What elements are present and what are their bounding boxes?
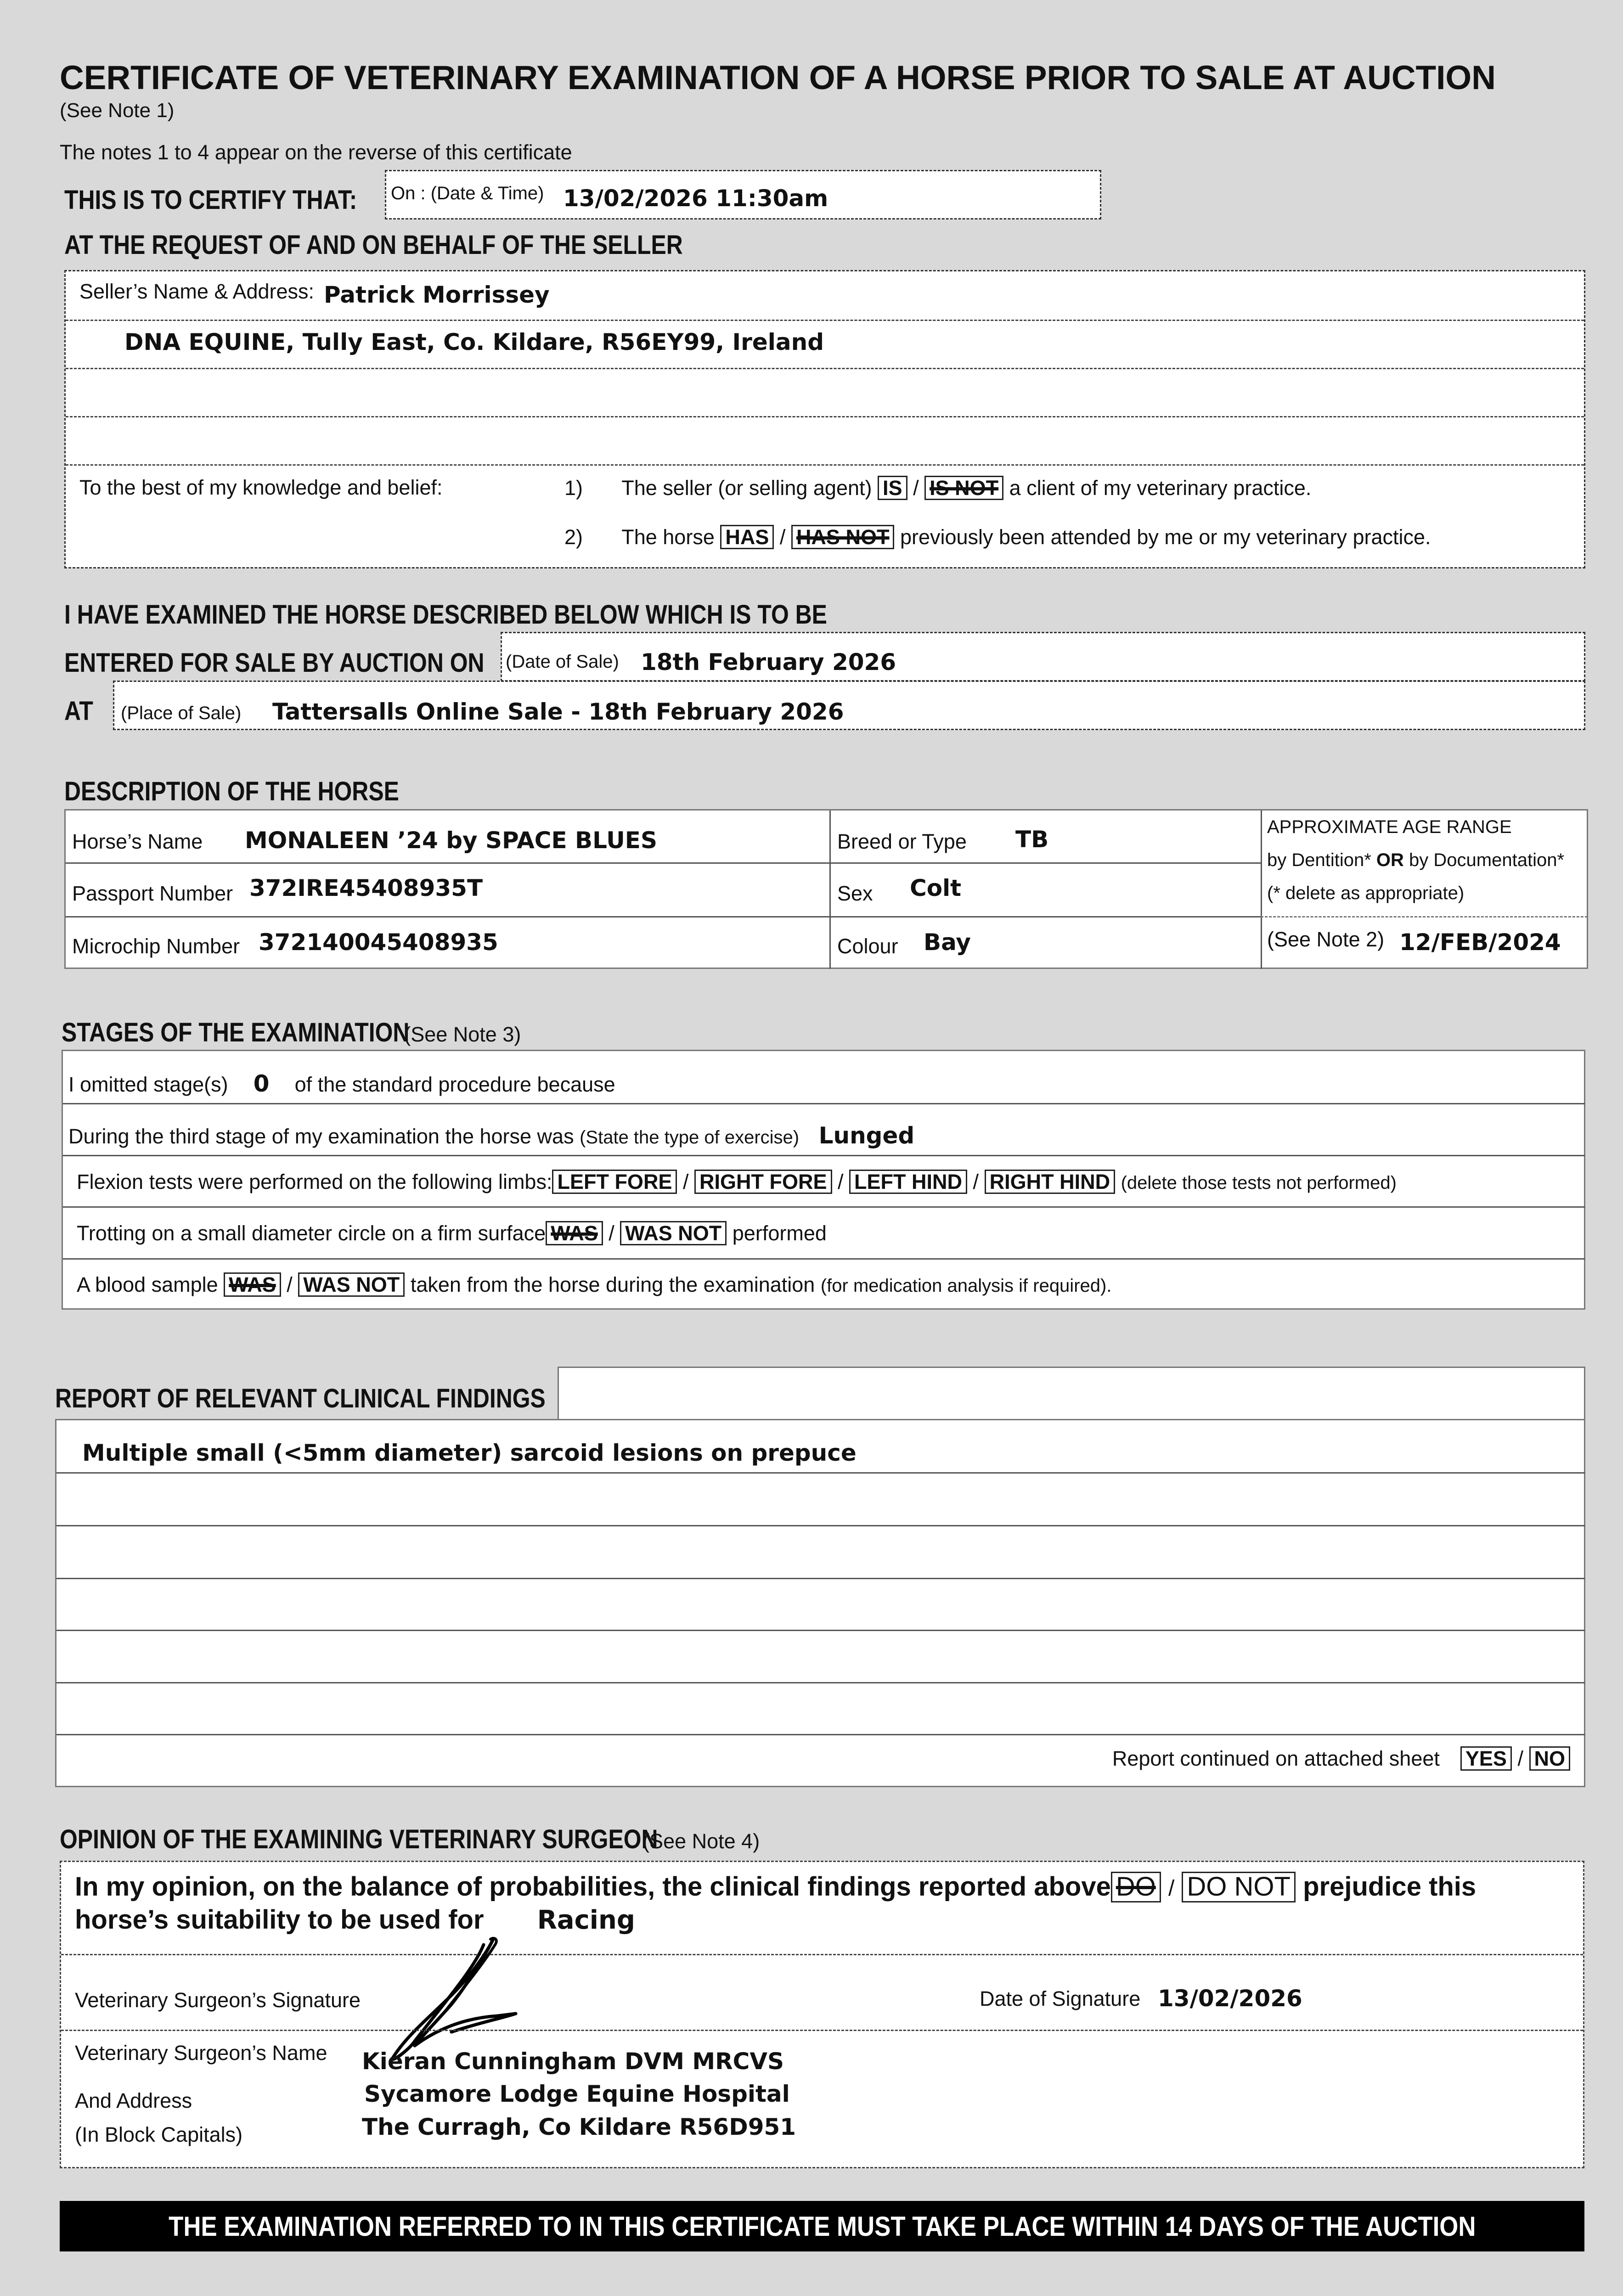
notes-line: The notes 1 to 4 appear on the reverse of this certificate	[60, 141, 572, 164]
item1-number: 1)	[564, 476, 583, 500]
flexion-note: (delete those tests not performed)	[1121, 1173, 1397, 1193]
microchip-value[interactable]: 372140045408935	[259, 929, 498, 956]
opinion-do-option[interactable]: DO	[1111, 1872, 1161, 1902]
breed-label: Breed or Type	[837, 830, 967, 853]
third-stage-pre: During the third stage of my examination the horse was	[68, 1125, 574, 1148]
third-stage-note: (State the type of exercise)	[580, 1127, 800, 1148]
vet-address-line1[interactable]: Sycamore Lodge Equine Hospital	[364, 2081, 790, 2107]
item2-post: previously been attended by me or my veterinary practice.	[900, 525, 1431, 549]
attended-has-option[interactable]: HAS	[720, 525, 774, 549]
date-of-sale-label: (Date of Sale)	[506, 652, 619, 672]
age-see-note: (See Note 2)	[1267, 928, 1385, 951]
place-of-sale-label: (Place of Sale)	[121, 703, 242, 723]
flexion-sep-1: /	[682, 1170, 689, 1193]
continued-yes-option[interactable]: YES	[1460, 1746, 1512, 1771]
omitted-pre: I omitted stage(s)	[68, 1073, 228, 1096]
flexion-left-fore-option[interactable]: LEFT FORE	[552, 1170, 677, 1194]
horse-name-value[interactable]: MONALEEN ’24 by SPACE BLUES	[245, 827, 657, 854]
colour-value[interactable]: Bay	[924, 929, 971, 956]
breed-value[interactable]: TB	[1015, 826, 1049, 853]
passport-label: Passport Number	[72, 882, 233, 905]
blood-pre: A blood sample	[77, 1273, 218, 1296]
vet-name-label: Veterinary Surgeon’s Name	[75, 2041, 327, 2065]
opinion-box	[60, 1861, 1584, 2168]
horse-table	[64, 809, 1588, 969]
client-is-option[interactable]: IS	[878, 476, 907, 500]
date-time-box[interactable]	[385, 170, 1101, 219]
flexion-pre: Flexion tests were performed on the following limbs:	[77, 1170, 552, 1193]
blood-note: (for medication analysis if required).	[820, 1276, 1112, 1296]
seller-name-label: Seller’s Name & Address:	[79, 280, 315, 303]
item2-text: The horse	[621, 525, 715, 549]
trot-sep: /	[609, 1221, 614, 1245]
age-value[interactable]: 12/FEB/2024	[1399, 929, 1561, 956]
omitted-value[interactable]: 0	[253, 1070, 270, 1097]
trot-was-not-option[interactable]: WAS NOT	[620, 1221, 727, 1245]
trot-post: performed	[732, 1221, 827, 1245]
report-title-box	[558, 1367, 1585, 1420]
trot-was-option[interactable]: WAS	[546, 1221, 603, 1245]
footer-banner-text: THE EXAMINATION REFERRED TO IN THIS CERTIFICATE MUST TAKE PLACE WITHIN 14 DAYS OF THE AUCTION	[168, 2211, 1476, 2242]
continued-no-option[interactable]: NO	[1529, 1746, 1571, 1771]
age-title: APPROXIMATE AGE RANGE	[1267, 817, 1512, 837]
vet-name-value[interactable]: Kieran Cunningham DVM MRCVS	[362, 2048, 784, 2075]
opinion-text-post: prejudice this	[1303, 1872, 1476, 1902]
belief-item-1	[564, 476, 1311, 500]
passport-value[interactable]: 372IRE45408935T	[249, 875, 483, 901]
item1-post: a client of my veterinary practice.	[1009, 476, 1312, 500]
attended-has-not-option[interactable]: HAS NOT	[791, 525, 895, 549]
report-line-1[interactable]: Multiple small (<5mm diameter) sarcoid lesions on prepuce	[82, 1440, 857, 1466]
stages-title-note: (See Note 3)	[404, 1023, 521, 1046]
report-continued-label: Report continued on attached sheet	[1112, 1747, 1440, 1770]
horse-section-title: DESCRIPTION OF THE HORSE	[64, 777, 399, 806]
trot-pre: Trotting on a small diameter circle on a firm surface	[77, 1221, 546, 1245]
opinion-statement	[75, 1871, 1476, 1902]
blood-row	[77, 1272, 1111, 1297]
seller-address-line1[interactable]: DNA EQUINE, Tully East, Co. Kildare, R56EY99, Ireland	[124, 329, 824, 355]
trot-row	[77, 1221, 827, 1245]
opinion-text-pre: In my opinion, on the balance of probabilities, the clinical findings reported above	[75, 1872, 1111, 1902]
flexion-left-hind-option[interactable]: LEFT HIND	[849, 1170, 967, 1194]
belief-label: To the best of my knowledge and belief:	[79, 476, 443, 499]
vet-address-label: And Address	[75, 2089, 192, 2112]
report-title: REPORT OF RELEVANT CLINICAL FINDINGS	[55, 1384, 546, 1413]
age-by-documentation[interactable]: by Documentation*	[1409, 850, 1565, 870]
seller-name[interactable]: Patrick Morrissey	[324, 281, 550, 308]
opinion-do-not-option[interactable]: DO NOT	[1182, 1872, 1296, 1902]
footer-banner	[60, 2201, 1584, 2251]
belief-item-2	[564, 525, 1431, 549]
on-date-value: 13/02/2026 11:30am	[563, 185, 828, 212]
opinion-title-note: (See Note 4)	[642, 1829, 760, 1853]
flexion-row	[77, 1170, 1397, 1194]
age-by-dentition[interactable]: by Dentition*	[1267, 850, 1371, 870]
blood-post: taken from the horse during the examination	[410, 1273, 815, 1296]
certify-label: THIS IS TO CERTIFY THAT:	[64, 185, 357, 215]
omitted-row	[68, 1070, 615, 1097]
opinion-use-value[interactable]: Racing	[537, 1905, 635, 1935]
date-of-signature-value[interactable]: 13/02/2026	[1158, 1985, 1302, 2012]
client-is-not-option[interactable]: IS NOT	[924, 476, 1003, 500]
flexion-sep-2: /	[838, 1170, 844, 1193]
report-lines-box	[55, 1419, 1585, 1787]
flexion-sep-3: /	[973, 1170, 979, 1193]
microchip-label: Microchip Number	[72, 934, 240, 958]
sex-label: Sex	[837, 882, 873, 905]
omitted-post: of the standard procedure because	[294, 1073, 615, 1096]
see-note-1: (See Note 1)	[60, 99, 175, 122]
date-of-sale-value: 18th February 2026	[641, 649, 896, 675]
report-continued	[1112, 1746, 1570, 1771]
colour-label: Colour	[837, 934, 898, 958]
opinion-heading	[60, 1824, 760, 1855]
certificate-title: CERTIFICATE OF VETERINARY EXAMINATION OF A HORSE PRIOR TO SALE AT AUCTION	[60, 59, 1496, 96]
opinion-sep: /	[1168, 1876, 1175, 1901]
signature-label: Veterinary Surgeon’s Signature	[75, 1988, 361, 2012]
entered-label: ENTERED FOR SALE BY AUCTION ON	[64, 648, 485, 678]
third-stage-value[interactable]: Lunged	[818, 1122, 915, 1149]
seller-box	[64, 270, 1585, 568]
third-stage-row	[68, 1122, 914, 1149]
examined-line: I HAVE EXAMINED THE HORSE DESCRIBED BELOW WHICH IS TO BE	[64, 600, 827, 630]
continued-sep: /	[1517, 1747, 1523, 1770]
signature-image[interactable]	[378, 1926, 580, 2064]
opinion-suitability: horse’s suitability to be used for	[75, 1905, 484, 1935]
age-delete-note: (* delete as appropriate)	[1267, 883, 1465, 903]
opinion-title: OPINION OF THE EXAMINING VETERINARY SURGEON	[60, 1824, 658, 1854]
age-or: OR	[1376, 850, 1404, 870]
stages-title: STAGES OF THE EXAMINATION	[62, 1018, 410, 1047]
flexion-right-hind-option[interactable]: RIGHT HIND	[985, 1170, 1116, 1194]
item2-separator: /	[779, 525, 786, 549]
at-label: AT	[64, 696, 93, 726]
on-date-label: On : (Date & Time)	[391, 183, 544, 203]
stages-heading	[62, 1017, 521, 1048]
blood-was-not-option[interactable]: WAS NOT	[298, 1272, 405, 1297]
blood-was-option[interactable]: WAS	[224, 1272, 281, 1297]
item2-number: 2)	[564, 525, 583, 549]
blood-sep: /	[287, 1273, 293, 1296]
place-of-sale-box[interactable]	[113, 681, 1585, 730]
sex-value[interactable]: Colt	[910, 875, 962, 901]
horse-name-label: Horse’s Name	[72, 830, 203, 853]
vet-address-line2[interactable]: The Curragh, Co Kildare R56D951	[362, 2114, 796, 2140]
date-of-sale-box[interactable]	[501, 632, 1585, 681]
request-label: AT THE REQUEST OF AND ON BEHALF OF THE SELLER	[64, 230, 683, 260]
place-of-sale-value: Tattersalls Online Sale - 18th February 2026	[272, 698, 844, 725]
stages-table	[62, 1050, 1585, 1310]
age-method	[1267, 850, 1564, 871]
date-of-signature-label: Date of Signature	[980, 1987, 1141, 2010]
item1-text: The seller (or selling agent)	[621, 476, 872, 500]
item1-separator: /	[913, 476, 919, 500]
flexion-right-fore-option[interactable]: RIGHT FORE	[694, 1170, 832, 1194]
block-capitals-label: (In Block Capitals)	[75, 2123, 243, 2146]
